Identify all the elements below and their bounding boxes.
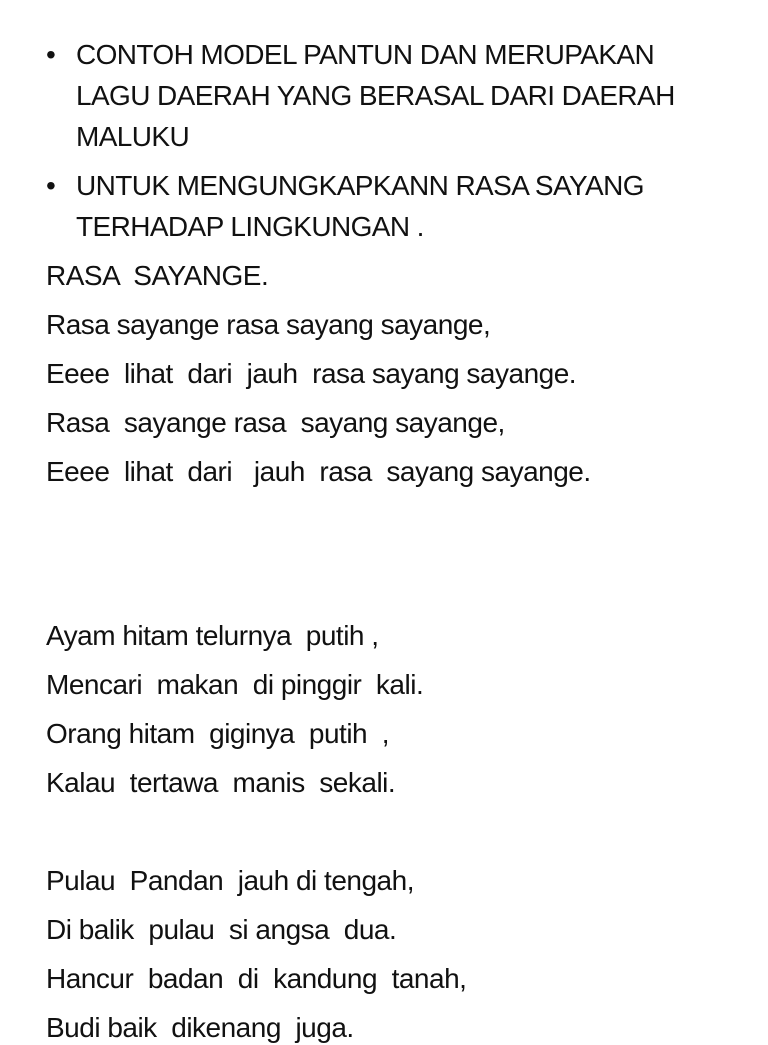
bullet-marker: • <box>46 170 56 201</box>
stanza-2-line: Pulau Pandan jauh di tengah, <box>46 865 414 896</box>
stanza-1-line: Mencari makan di pinggir kali. <box>46 669 424 700</box>
bullet-text-origin: CONTOH MODEL PANTUN DAN MERUPAKAN LAGU DAERAH YANG BERASAL DARI DAERAH MALUKU <box>76 39 675 152</box>
stanza-1-line: Kalau tertawa manis sekali. <box>46 767 396 798</box>
stanza-2-line: Hancur badan di kandung tanah, <box>46 963 467 994</box>
refrain-line: Eeee lihat dari jauh rasa sayang sayange. <box>46 456 591 487</box>
refrain-line: Rasa sayange rasa sayang sayange, <box>46 309 491 340</box>
bullet-item-purpose <box>46 165 736 247</box>
stanza-1-line: Ayam hitam telurnya putih , <box>46 620 379 651</box>
refrain-line: Eeee lihat dari jauh rasa sayang sayange. <box>46 358 577 389</box>
stanza-1-line: Orang hitam giginya putih , <box>46 718 389 749</box>
bullet-marker: • <box>46 39 56 70</box>
song-title: RASA SAYANGE. <box>46 260 269 291</box>
refrain-line: Rasa sayange rasa sayang sayange, <box>46 407 505 438</box>
bullet-text-purpose: UNTUK MENGUNGKAPKANN RASA SAYANG TERHADAP LINGKUNGAN . <box>76 170 644 242</box>
bullet-item-origin <box>46 34 736 157</box>
stanza-2-line: Budi baik dikenang juga. <box>46 1012 354 1043</box>
stanza-2-line: Di balik pulau si angsa dua. <box>46 914 397 945</box>
